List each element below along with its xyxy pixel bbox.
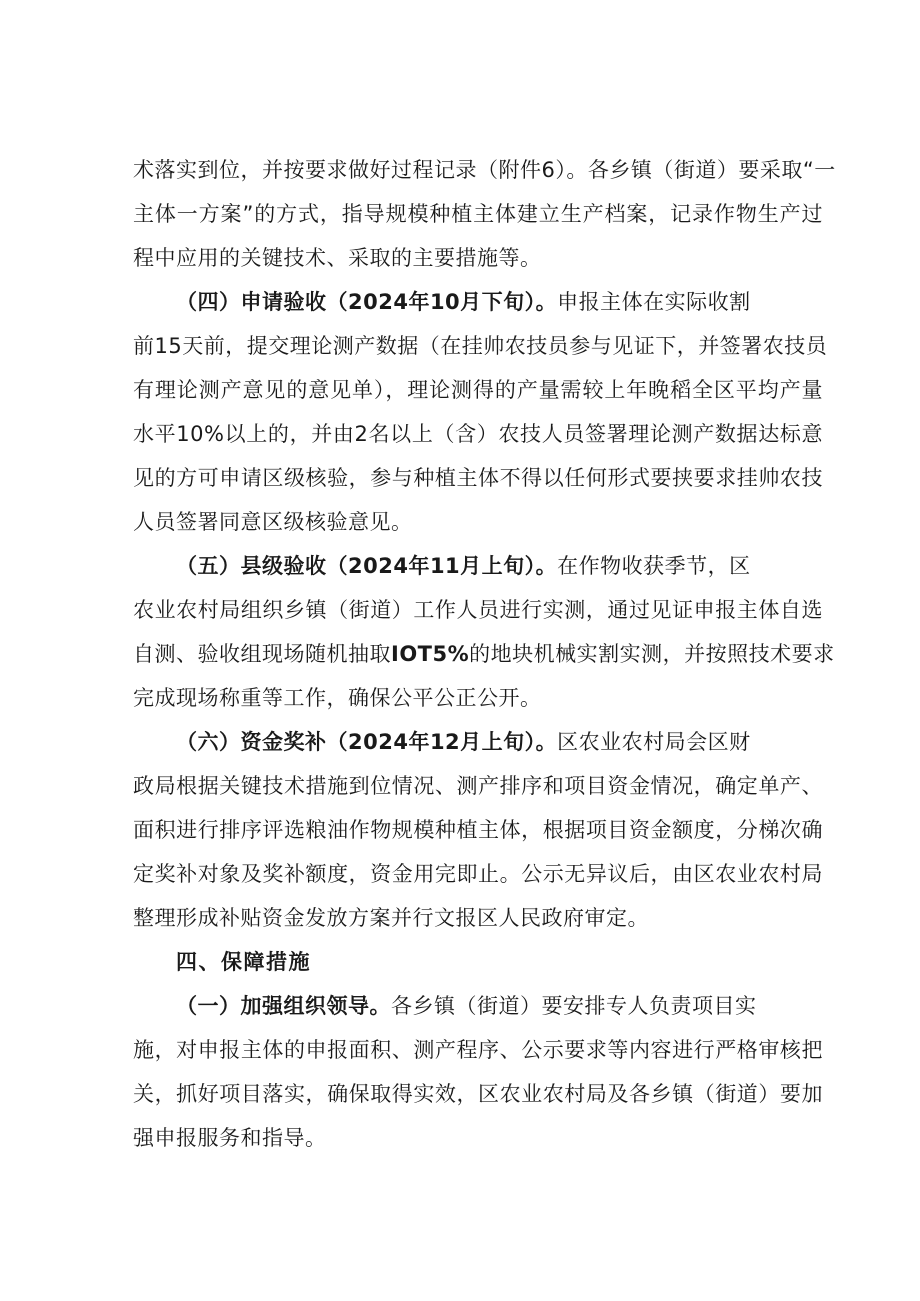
paragraph-line: 水平10%以上的，并由2名以上（含）农技人员签署理论测产数据达标意 [133, 422, 823, 446]
paragraph-first-line [176, 546, 823, 586]
paragraph-line: 农业农村局组织乡镇（街道）工作人员进行实测，通过见证申报主体自选 [133, 598, 823, 622]
paragraph-heading: （六）资金奖补（2024年12月上旬）。 [176, 730, 558, 754]
paragraph-line: 完成现场称重等工作，确保公平公正公开。 [133, 686, 542, 710]
paragraph-line: 术落实到位，并按要求做好过程记录（附件6）。各乡镇（街道）要采取“一 [133, 158, 836, 182]
paragraph-line: 面积进行排序评选粮油作物规模种植主体，根据项目资金额度，分梯次确 [133, 818, 823, 842]
paragraph-line: 主体一方案”的方式，指导规模种植主体建立生产档案，记录作物生产过 [133, 202, 823, 226]
paragraph-heading: （五）县级验收（2024年11月上旬）。 [176, 554, 558, 578]
paragraph-line: 有理论测产意见的意见单），理论测得的产量需较上年晚稻全区平均产量 [133, 378, 823, 402]
paragraph-line: 政局根据关键技术措施到位情况、测产排序和项目资金情况，确定单产、 [133, 774, 823, 798]
paragraph-line [133, 634, 835, 674]
paragraph-line: 人员签署同意区级核验意见。 [133, 510, 413, 534]
paragraph-first-line [176, 282, 823, 322]
paragraph-line: 施，对申报主体的申报面积、测产程序、公示要求等内容进行严格审核把 [133, 1038, 823, 1062]
paragraph-line: 强申报服务和指导。 [133, 1126, 327, 1150]
paragraph-text: 自测、验收组现场随机抽取 [133, 642, 391, 666]
paragraph-text: 申报主体在实际收割 [557, 290, 751, 314]
paragraph-line: 关，抓好项目落实，确保取得实效，区农业农村局及各乡镇（街道）要加 [133, 1082, 823, 1106]
paragraph-line: 整理形成补贴资金发放方案并行文报区人民政府审定。 [133, 906, 649, 930]
paragraph-line: 前15天前，提交理论测产数据（在挂帅农技员参与见证下，并签署农技员 [133, 334, 828, 358]
inline-bold-text: IOT5% [391, 642, 470, 666]
paragraph-line: 定奖补对象及奖补额度，资金用完即止。公示无异议后，由区农业农村局 [133, 862, 823, 886]
paragraph-text: 的地块机械实割实测，并按照技术要求 [469, 642, 835, 666]
paragraph-first-line [176, 986, 823, 1026]
section-title: 四、保障措施 [176, 950, 311, 974]
paragraph-heading: （一）加强组织领导。 [176, 994, 391, 1018]
paragraph-line: 程中应用的关键技术、采取的主要措施等。 [133, 246, 542, 270]
paragraph-line: 见的方可申请区级核验，参与种植主体不得以任何形式要挟要求挂帅农技 [133, 466, 823, 490]
paragraph-heading: （四）申请验收（2024年10月下旬）。 [176, 290, 558, 314]
paragraph-first-line [176, 722, 823, 762]
paragraph-text: 各乡镇（街道）要安排专人负责项目实 [391, 994, 757, 1018]
paragraph-text: 在作物收获季节，区 [557, 554, 751, 578]
paragraph-text: 区农业农村局会区财 [557, 730, 751, 754]
